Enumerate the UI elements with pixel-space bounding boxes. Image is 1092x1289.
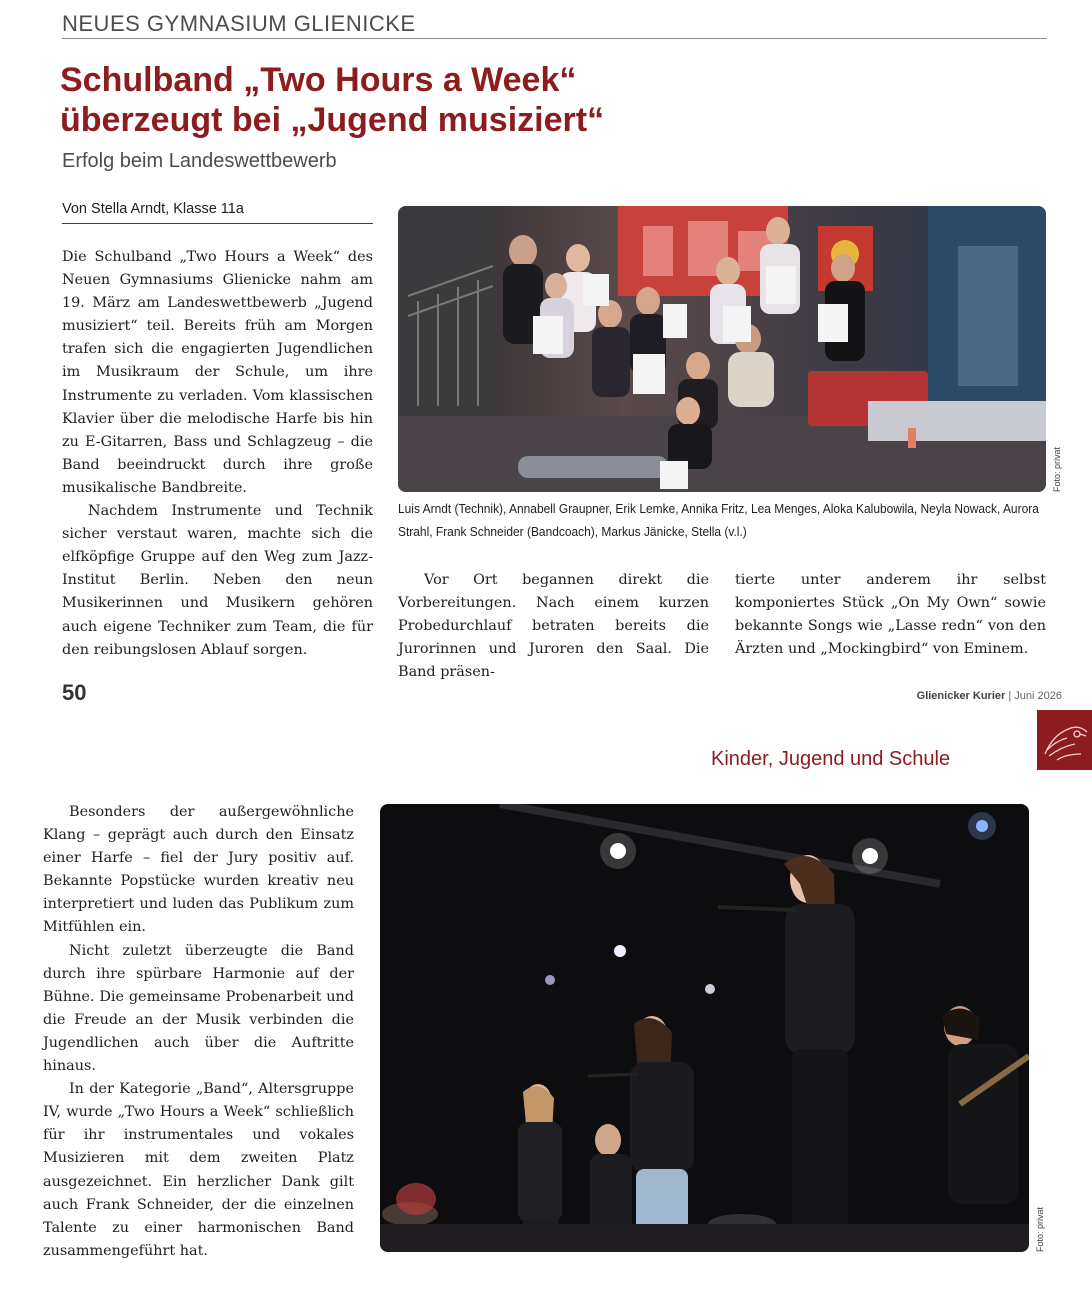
group-photo-illustration	[398, 206, 1046, 492]
publication-name: Glienicker Kurier	[916, 690, 1006, 702]
issue-date: Juni 2026	[1014, 690, 1062, 702]
article-column-3	[735, 569, 1046, 661]
section-header: NEUES GYMNASIUM GLIENICKE	[62, 10, 1047, 39]
footer-separator: |	[1005, 690, 1015, 702]
page2-column	[43, 801, 354, 1263]
paragraph: Nachdem Instrumente und Technik sicher verstaut waren, machte sich die elfköpfige Gruppe auf den Weg zum Jazz-Institut Berlin. Neben den neun Musikerinnen und Musikern gehören auch eigene Techniker zum Team, die für den reibungslosen Ablauf sorgen.	[62, 503, 373, 658]
article-subheadline: Erfolg beim Landeswettbewerb	[62, 150, 337, 172]
article-column-2	[398, 569, 709, 684]
photo-credit: Foto: privat	[1035, 1206, 1045, 1252]
stage-photo	[380, 804, 1029, 1252]
article-column-1	[62, 246, 373, 662]
paragraph: In der Kategorie „Band“, Altersgruppe IV, wurde „Two Hours a Week“ schließlich für ihr instrumentales und vokales Musizieren mit dem zweiten Platz ausgezeichnet. Ein herzlicher Dank gilt auch Frank Schneider, der die einzelnen Talente zu einer harmonischen Band zusammengeführt hat.	[43, 1081, 354, 1259]
headline-line-2: überzeugt bei „Jugend musiziert“	[60, 101, 605, 139]
paragraph: tierte unter anderem ihr selbst komponiertes Stück „On My Own“ sowie bekannte Songs wie „Lasse redn“ von den Ärzten und „Mockingbird“ von Eminem.	[735, 572, 1046, 658]
headline-line-1: Schulband „Two Hours a Week“	[60, 61, 577, 99]
paragraph: Vor Ort begannen direkt die Vorbereitungen. Nach einem kurzen Probedurchlauf betraten bereits die Jurorinnen und Juroren den Saal. Die Band präsen-	[398, 572, 709, 681]
paragraph: Besonders der außergewöhnliche Klang – geprägt auch durch den Einsatz einer Harfe – fiel der Jury positiv auf. Bekannte Popstücke wurden kreativ neu interpretiert und luden das Publikum zum Mitfühlen ein.	[43, 804, 354, 936]
category-logo	[1037, 710, 1092, 770]
category-heading: Kinder, Jugend und Schule	[711, 748, 951, 770]
eagle-logo-icon	[1037, 710, 1092, 770]
article-headline	[60, 60, 760, 140]
stage-photo-illustration	[380, 804, 1029, 1252]
article-byline: Von Stella Arndt, Klasse 11a	[62, 201, 373, 224]
paragraph: Nicht zuletzt überzeugte die Band durch ihre spürbare Harmonie auf der Bühne. Die gemeinsame Probenarbeit und die Freude an der Musik verbinden die Jugendlichen auch über die Auftritte hinaus.	[43, 942, 354, 1075]
paragraph: Die Schulband „Two Hours a Week“ des Neuen Gymnasiums Glienicke nahm am 19. März am Landeswettbewerb „Jugend musiziert“ teil. Bereits früh am Morgen trafen sich die engagierten Jugendlichen im Musikraum der Schule, um ihre Instrumente zu verladen. Vom klassischen Klavier über die melodische Harfe bis hin zu E-Gitarren, Bass und Schlagzeug – die Band beeindruckt durch ihre große musikalische Bandbreite.	[62, 249, 373, 496]
page-number: 50	[62, 680, 87, 705]
group-photo	[398, 206, 1046, 492]
photo-caption: Luis Arndt (Technik), Annabell Graupner, Erik Lemke, Annika Fritz, Lea Menges, Aloka Kalubowila, Neyla Nowack, Aurora Strahl, Frank Schneider (Bandcoach), Markus Jänicke, Stella (v.l.)	[398, 501, 1039, 539]
photo-credit: Foto: privat	[1052, 446, 1062, 492]
publication-footer	[917, 690, 1062, 702]
